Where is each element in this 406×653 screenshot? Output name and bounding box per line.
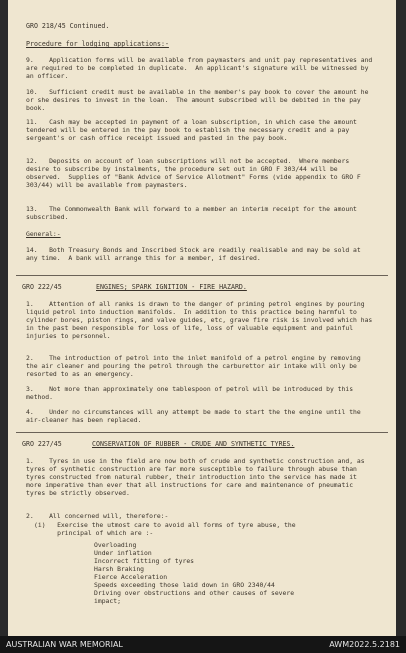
tyre-abuse-list — [94, 541, 294, 605]
list-item: Harsh Braking — [94, 565, 145, 573]
tyre-paragraph-1: 1. Tyres in use in the field are now both of crude and synthetic construction and, as tyres of synthetic construction are far more susceptible to failure through abuse than tyres constructed from natural rubber, their introduction into the service has made it more imperative than ever that all instructions for care and maintenance of pneumatic tyres be strictly observed. — [26, 457, 369, 497]
footer-right-label: AWM2022.5.2181 — [329, 640, 400, 649]
section-number: GRO 222/45 — [22, 283, 62, 291]
list-item: Incorrect fitting of tyres — [94, 557, 195, 565]
archive-footer — [0, 636, 406, 653]
section-divider — [16, 432, 388, 433]
engine-paragraph-2: 2. The introduction of petrol into the inlet manifold of a petrol engine by removing the air cleaner and pouring the petrol through the carburettor air intake will only be resorted to as an emergency. — [26, 354, 365, 378]
tyre-paragraph-2: 2. All concerned will, therefore:- — [26, 512, 169, 520]
paragraph-13: 13. The Commonwealth Bank will forward to a member an interim receipt for the amount subscribed. — [26, 205, 361, 221]
engine-paragraph-1: 1. Attention of all ranks is drawn to the danger of priming petrol engines by pouring liquid petrol into induction manifolds. In addition to this practice being harmful to cylinder bores, piston rings, and valve guides, etc, grave fire risk is involved which has in the past been responsible for loss of life, loss of valuable equipment and painful injuries to personnel. — [26, 300, 377, 340]
continued-heading: GRO 218/45 Continued. — [26, 22, 110, 30]
engine-paragraph-4: 4. Under no circumstances will any attempt be made to start the the engine until the air-cleaner has been replaced. — [26, 408, 365, 424]
tyre-subparagraph-i: (i) Exercise the utmost care to avoid all forms of tyre abuse, the principal of which are :- — [34, 521, 296, 537]
paragraph-10: 10. Sufficient credit must be available in the member's pay book to cover the amount he or she desires to invest in the loan. The amount subscribed will be debited in the pay book. — [26, 88, 373, 112]
footer-left-label: AUSTRALIAN WAR MEMORIAL — [6, 640, 123, 649]
list-item: Speeds exceeding those laid down in GRO 2340/44 — [94, 581, 275, 589]
list-item: Fierce Acceleration — [94, 573, 168, 581]
list-item: Overloading — [94, 541, 137, 549]
paragraph-11: 11. Cash may be accepted in payment of a loan subscription, in which case the amount tendered will be entered in the pay book to establish the necessary credit and a pay sergeant's or cash office receipt issued and pasted in the pay book. — [26, 118, 361, 142]
list-item: Driving over obstructions and other causes of severe — [94, 589, 295, 597]
general-heading: General:- — [26, 230, 61, 238]
paragraph-12: 12. Deposits on account of loan subscriptions will not be accepted. Where members desire to subscribe by instalments, the procedure set out in GRO F 303/44 will be observed. Supplies of "Bank Advice of Service Allotment" Forms (vide appendix to GRO F 303/44) will be available from paymasters. — [26, 157, 365, 189]
section-title: CONSERVATION OF RUBBER - CRUDE AND SYNTHETIC TYRES. — [92, 440, 295, 448]
list-item: Under inflation — [94, 549, 152, 557]
section-divider — [16, 275, 388, 276]
paragraph-14: 14. Both Treasury Bonds and Inscribed Stock are readily realisable and may be sold at any time. A bank will arrange this for a member, if desired. — [26, 246, 365, 262]
procedure-heading: Procedure for lodging applications:- — [26, 40, 169, 48]
section-number: GRO 227/45 — [22, 440, 62, 448]
engine-paragraph-3: 3. Not more than approximately one tablespoon of petrol will be introduced by this method. — [26, 385, 357, 401]
document-page — [8, 0, 396, 636]
list-item: impact; — [94, 597, 121, 605]
section-title: ENGINES; SPARK IGNITION - FIRE HAZARD. — [96, 283, 247, 291]
paragraph-9: 9. Application forms will be available from paymasters and unit pay representatives and are required to be completed in duplicate. An applicant's signature will be witnessed by an officer. — [26, 56, 377, 80]
